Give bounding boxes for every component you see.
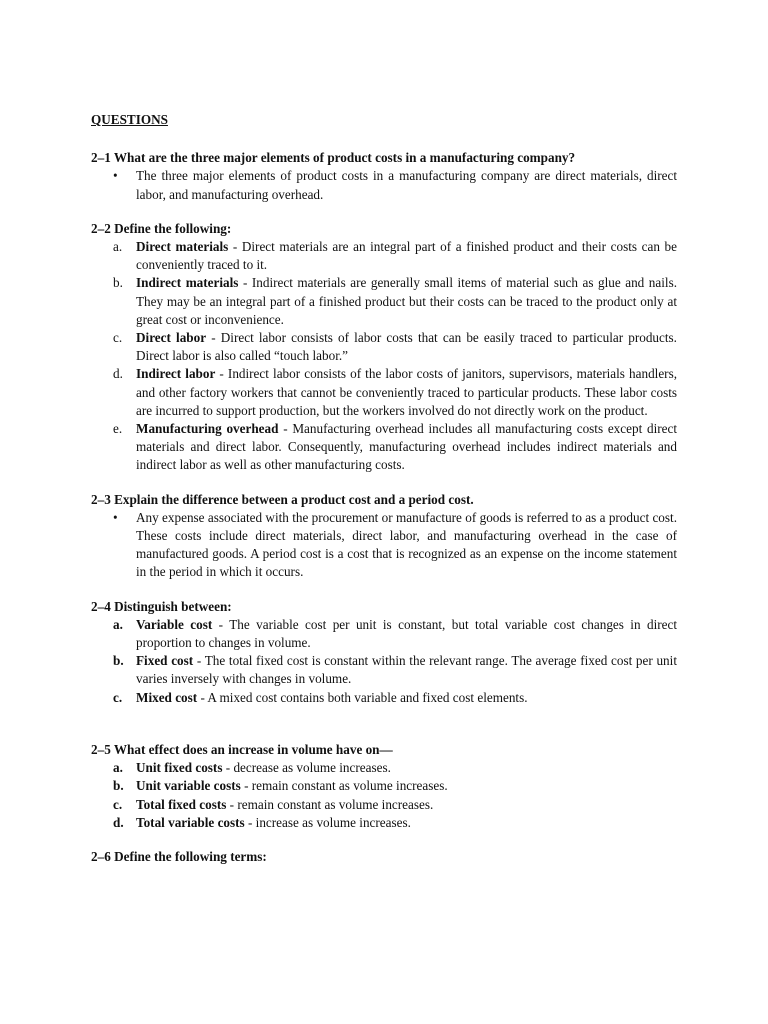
list-item — [91, 274, 677, 329]
term: Total fixed costs — [136, 796, 227, 812]
question-2-1 — [91, 149, 677, 204]
question-title: 2–4 Distinguish between: — [91, 598, 232, 614]
list-marker: c. — [113, 330, 123, 346]
bullet-marker: • — [113, 509, 118, 525]
list-item — [91, 616, 677, 652]
definition: - Indirect materials are generally small items of material such as glue and nails. They may be an integral part of a finished product but their costs can be traced to the product only at great cost or inconvenience. — [136, 275, 677, 327]
question-title: 2–2 Define the following: — [91, 220, 232, 236]
list-marker: b. — [113, 778, 124, 794]
term: Direct materials — [136, 239, 229, 255]
definition: - Manufacturing overhead includes all manufacturing costs except direct materials and direct labor. Consequently, manufacturing overhead includes indirect materials and indirect labor as well as other manufacturing costs. — [136, 421, 677, 473]
list-marker: e. — [113, 421, 123, 437]
definition: - remain constant as volume increases. — [226, 796, 434, 812]
answer-item — [91, 167, 677, 203]
question-2-2 — [91, 220, 677, 475]
term: Indirect labor — [136, 366, 216, 382]
list-item — [91, 759, 677, 777]
list-item — [91, 238, 677, 274]
bullet-marker: • — [113, 168, 118, 184]
list-item — [91, 814, 677, 832]
term: Fixed cost — [136, 653, 194, 669]
list-item — [91, 796, 677, 814]
list-item — [91, 365, 677, 420]
question-2-4 — [91, 598, 677, 707]
answer-item — [91, 509, 677, 582]
term: Unit variable costs — [136, 778, 241, 794]
term: Mixed cost — [136, 689, 198, 705]
list-marker: a. — [113, 760, 123, 776]
list-marker: b. — [113, 275, 123, 291]
list-item — [91, 420, 677, 475]
list-marker: d. — [113, 366, 123, 382]
list-item — [91, 689, 677, 707]
list-item — [91, 777, 677, 795]
list-marker: c. — [113, 689, 123, 705]
list-marker: a. — [113, 616, 123, 632]
term: Unit fixed costs — [136, 760, 223, 776]
list-marker: a. — [113, 239, 123, 255]
term: Total variable costs — [136, 814, 245, 830]
list-marker: c. — [113, 796, 123, 812]
list-item — [91, 329, 677, 365]
definition: - The total fixed cost is constant within the relevant range. The average fixed cost per unit varies inversely with changes in volume. — [136, 653, 677, 687]
question-title: 2–5 What effect does an increase in volume have on— — [91, 741, 393, 757]
answer-text: The three major elements of product costs in a manufacturing company are direct materials, direct labor, and manufacturing overhead. — [136, 168, 677, 202]
definition: - A mixed cost contains both variable and fixed cost elements. — [197, 689, 528, 705]
definition: - remain constant as volume increases. — [240, 778, 448, 794]
list-item — [91, 652, 677, 688]
question-2-5 — [91, 741, 677, 832]
definition: - increase as volume increases. — [244, 814, 411, 830]
definition: - Direct materials are an integral part of a finished product and their costs can be conveniently traced to it. — [136, 239, 677, 273]
definition: - Direct labor consists of labor costs that can be easily traced to particular products. Direct labor is also called “touch labor.” — [136, 330, 677, 364]
term: Indirect materials — [136, 275, 239, 291]
page-heading: QUESTIONS — [91, 112, 168, 127]
definition: - The variable cost per unit is constant, but total variable cost changes in direct proportion to changes in volume. — [136, 616, 678, 651]
definition: - Indirect labor consists of the labor costs of janitors, supervisors, materials handlers, and other factory workers that cannot be conveniently traced to particular products. These labor costs are incurred to support production, but the workers involved do not directly work on the product. — [136, 366, 677, 418]
term: Manufacturing overhead — [136, 421, 279, 437]
term: Direct labor — [136, 330, 207, 346]
term: Variable cost — [136, 616, 213, 632]
list-marker: d. — [113, 814, 124, 830]
definition: - decrease as volume increases. — [222, 760, 391, 776]
answer-text: Any expense associated with the procurement or manufacture of goods is referred to as a product cost. These costs include direct materials, direct labor, and manufacturing overhead in the case of manufactured goods. A period cost is a cost that is recognized as an expense on the income statement in the period in which it occurs. — [136, 509, 677, 580]
list-marker: b. — [113, 653, 124, 669]
question-2-6 — [91, 848, 677, 866]
question-2-3 — [91, 491, 677, 582]
question-title: 2–3 Explain the difference between a product cost and a period cost. — [91, 491, 474, 507]
question-title: 2–6 Define the following terms: — [91, 848, 267, 864]
question-title: 2–1 What are the three major elements of product costs in a manufacturing company? — [91, 150, 576, 166]
